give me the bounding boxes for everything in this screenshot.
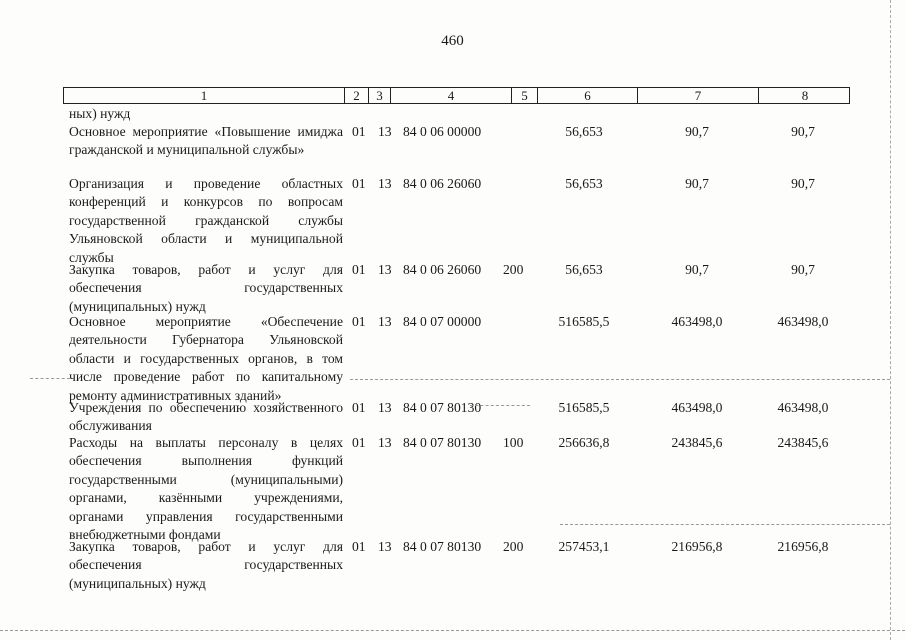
row-name: ных) нужд	[69, 106, 131, 121]
row-expense-type: 200	[503, 539, 524, 554]
row-section: 01	[352, 262, 366, 277]
page-number: 460	[441, 33, 464, 49]
row-subsection: 13	[378, 124, 392, 139]
header-col-5: 5	[512, 88, 538, 103]
scan-artifact	[350, 379, 890, 380]
scan-artifact	[30, 378, 70, 379]
row-name: Закупка товаров, работ и услуг для обеспечения государственных (муниципальных) нужд	[69, 262, 343, 314]
row-section: 01	[352, 176, 366, 191]
row-name: Учреждения по обеспечению хозяйственного обслуживания	[69, 400, 343, 434]
row-target-article: 84 0 07 00000	[403, 314, 482, 329]
row-section: 01	[352, 435, 366, 450]
row-name: Организация и проведение областных конференций и конкурсов по вопросам государственной гражданской службы Ульяновской области и муниципальной службы	[69, 176, 343, 265]
row-name: Закупка товаров, работ и услуг для обеспечения государственных (муниципальных) нужд	[69, 539, 343, 591]
header-col-4: 4	[391, 88, 512, 103]
row-value-6: 56,653	[565, 124, 603, 139]
header-col-2: 2	[345, 88, 369, 103]
header-col-7: 7	[638, 88, 759, 103]
row-value-8: 90,7	[791, 262, 815, 277]
row-value-7: 90,7	[685, 262, 709, 277]
row-value-6: 56,653	[565, 176, 603, 191]
row-subsection: 13	[378, 539, 392, 554]
scan-artifact	[890, 0, 892, 640]
row-expense-type: 100	[503, 435, 524, 450]
row-target-article: 84 0 07 80130	[403, 400, 482, 415]
row-value-7: 463498,0	[671, 400, 723, 415]
scan-artifact	[470, 405, 530, 406]
row-value-6: 516585,5	[558, 400, 610, 415]
row-section: 01	[352, 314, 366, 329]
row-subsection: 13	[378, 400, 392, 415]
row-value-7: 243845,6	[671, 435, 723, 450]
row-name: Основное мероприятие «Обеспечение деятельности Губернатора Ульяновской области и государственных органов, в том числе проведение работ по капитальному ремонту административных зданий»	[69, 314, 343, 403]
row-target-article: 84 0 06 26060	[403, 262, 482, 277]
row-target-article: 84 0 06 00000	[403, 124, 482, 139]
row-value-7: 216956,8	[671, 539, 723, 554]
row-value-6: 257453,1	[558, 539, 610, 554]
row-name: Основное мероприятие «Повышение имиджа гражданской и муниципальной службы»	[69, 124, 343, 158]
row-expense-type: 200	[503, 262, 524, 277]
row-value-7: 463498,0	[671, 314, 723, 329]
row-name: Расходы на выплаты персоналу в целях обеспечения выполнения функций государственными (муниципальными) органами, казёнными учреждениями, органами управления государственными внебюджетными фондами	[69, 435, 343, 543]
row-value-7: 90,7	[685, 124, 709, 139]
row-value-8: 243845,6	[777, 435, 829, 450]
header-col-1: 1	[64, 88, 345, 103]
row-section: 01	[352, 124, 366, 139]
row-value-8: 463498,0	[777, 314, 829, 329]
table-header	[63, 87, 850, 104]
row-target-article: 84 0 06 26060	[403, 176, 482, 191]
header-col-8: 8	[801, 88, 809, 103]
row-subsection: 13	[378, 435, 392, 450]
row-value-8: 90,7	[791, 176, 815, 191]
header-col-6: 6	[538, 88, 638, 103]
row-section: 01	[352, 539, 366, 554]
row-value-8: 463498,0	[777, 400, 829, 415]
row-value-8: 216956,8	[777, 539, 829, 554]
row-section: 01	[352, 400, 366, 415]
row-subsection: 13	[378, 314, 392, 329]
scan-artifact	[560, 524, 890, 525]
row-value-6: 516585,5	[558, 314, 610, 329]
header-col-3: 3	[369, 88, 391, 103]
row-subsection: 13	[378, 262, 392, 277]
row-value-8: 90,7	[791, 124, 815, 139]
scan-artifact	[0, 630, 905, 631]
row-value-6: 56,653	[565, 262, 603, 277]
row-target-article: 84 0 07 80130	[403, 435, 482, 450]
row-value-7: 90,7	[685, 176, 709, 191]
row-subsection: 13	[378, 176, 392, 191]
row-target-article: 84 0 07 80130	[403, 539, 482, 554]
row-value-6: 256636,8	[558, 435, 610, 450]
